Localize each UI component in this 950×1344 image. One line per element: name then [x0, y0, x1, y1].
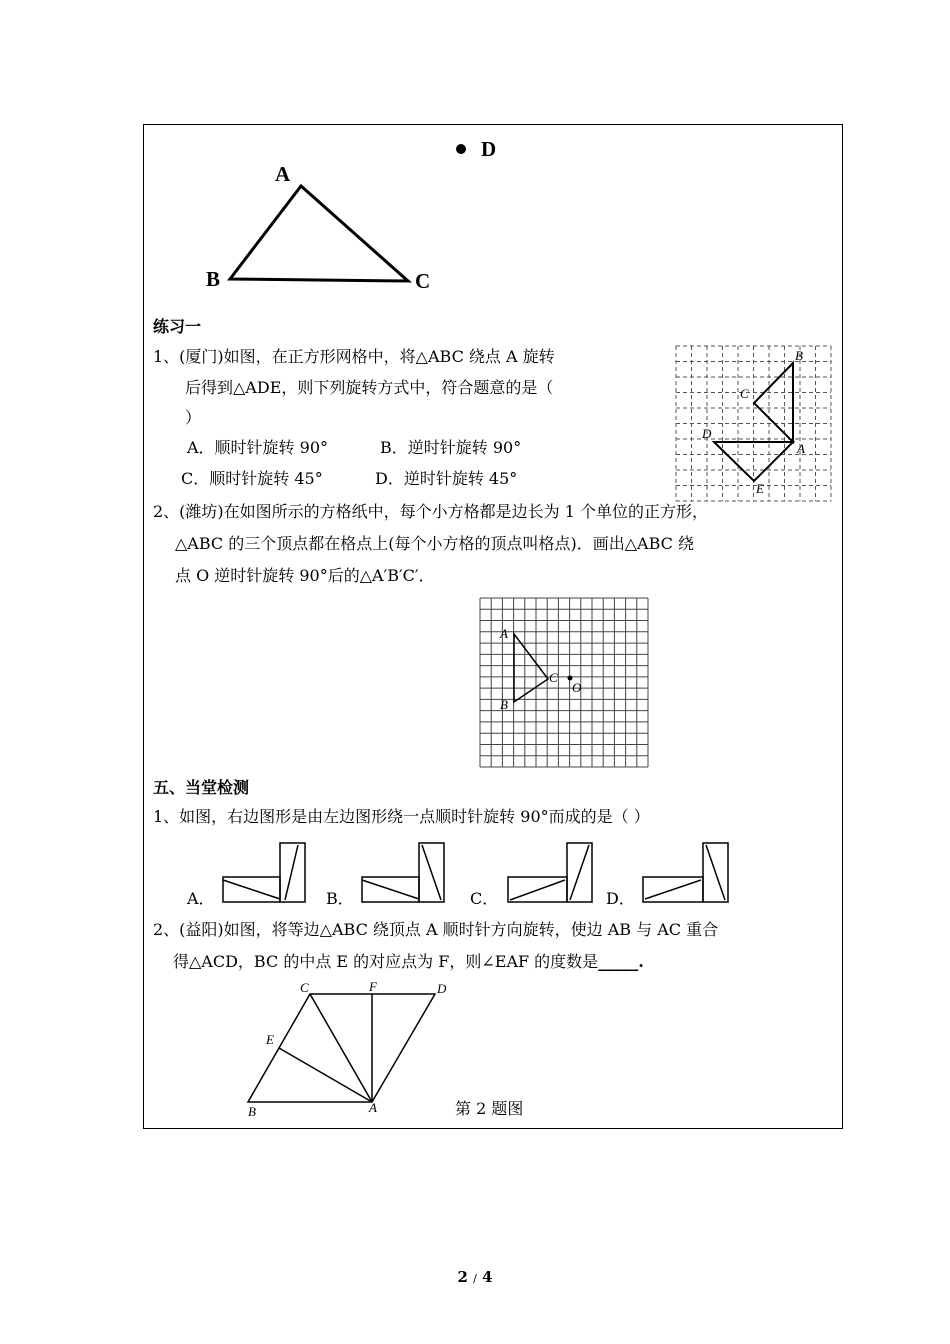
- q2-line1: 2、(潍坊)在如图所示的方格纸中，每个小方格都是边长为 1 个单位的正方形，: [153, 502, 709, 521]
- s5-q2-label-f: F: [369, 979, 377, 994]
- s5-q2-label-b: B: [248, 1104, 256, 1119]
- vertex-c-label: C: [415, 269, 431, 293]
- q2-line3: 点 O 逆时针旋转 90°后的△A′B′C′．: [175, 566, 435, 585]
- s5-q2-answer-blank: _____.: [598, 952, 644, 971]
- s5-q2-caption: 第 2 题图: [455, 1099, 524, 1118]
- s5-q2-segment-ac: [310, 994, 372, 1102]
- page-total: 4: [482, 1268, 493, 1286]
- q1-line3: ）: [185, 408, 202, 427]
- q1-option-b: B．逆时针旋转 90°: [380, 438, 522, 457]
- q1-label-b: B: [795, 348, 803, 363]
- q1-label-d: D: [702, 426, 712, 441]
- s5-q1-option-b: B．: [326, 889, 354, 908]
- page-separator: /: [473, 1272, 477, 1285]
- q2-label-c: C: [549, 670, 558, 685]
- q1-line2: 后得到△ADE，则下列旋转方式中，符合题意的是（: [185, 378, 554, 397]
- q1-line1: 1、(厦门)如图，在正方形网格中，将△ABC 绕点 A 旋转: [153, 347, 555, 366]
- s5-q2-label-c: C: [300, 980, 309, 995]
- page-current: 2: [457, 1268, 468, 1286]
- q2-label-o: O: [572, 680, 582, 695]
- vertex-a-label: A: [275, 162, 291, 186]
- s5-q1-option-a: A．: [187, 889, 215, 908]
- s5-q2-label-e: E: [266, 1032, 274, 1047]
- vertex-b-label: B: [206, 267, 221, 291]
- q1-option-a: A．顺时针旋转 90°: [187, 438, 329, 457]
- s5-q1-option-d: D．: [606, 889, 635, 908]
- s5-q2-line2-text: 得△ACD，BC 的中点 E 的对应点为 F，则∠EAF 的度数是: [173, 952, 599, 971]
- q2-label-b: B: [500, 697, 508, 712]
- s5-q2-label-d: D: [437, 981, 447, 996]
- q1-option-d: D．逆时针旋转 45°: [375, 469, 518, 488]
- s5-q2-label-a: A: [369, 1100, 377, 1115]
- q2-line2: △ABC 的三个顶点都在格点上(每个小方格的顶点叫格点)．画出△ABC 绕: [175, 534, 694, 553]
- point-d-label: D: [481, 137, 497, 161]
- exercise1-heading: 练习一: [153, 317, 202, 336]
- s5-q2-line1: 2、(益阳)如图，将等边△ABC 绕顶点 A 顺时针方向旋转，使边 AB 与 AC 重合: [153, 920, 719, 939]
- q1-option-c: C．顺时针旋转 45°: [181, 469, 323, 488]
- page-number: [0, 1268, 950, 1286]
- s5-q2-segment-ae: [279, 1048, 372, 1102]
- q1-label-e: E: [756, 481, 764, 496]
- q1-label-c: C: [740, 386, 749, 401]
- q2-label-a: A: [500, 626, 508, 641]
- section5-heading: 五、当堂检测: [153, 778, 250, 797]
- s5-q1-text: 1、如图，右边图形是由左边图形绕一点顺时针旋转 90°而成的是（ ）: [153, 807, 650, 826]
- s5-q1-option-c: C．: [470, 889, 499, 908]
- q1-label-a: A: [797, 441, 805, 456]
